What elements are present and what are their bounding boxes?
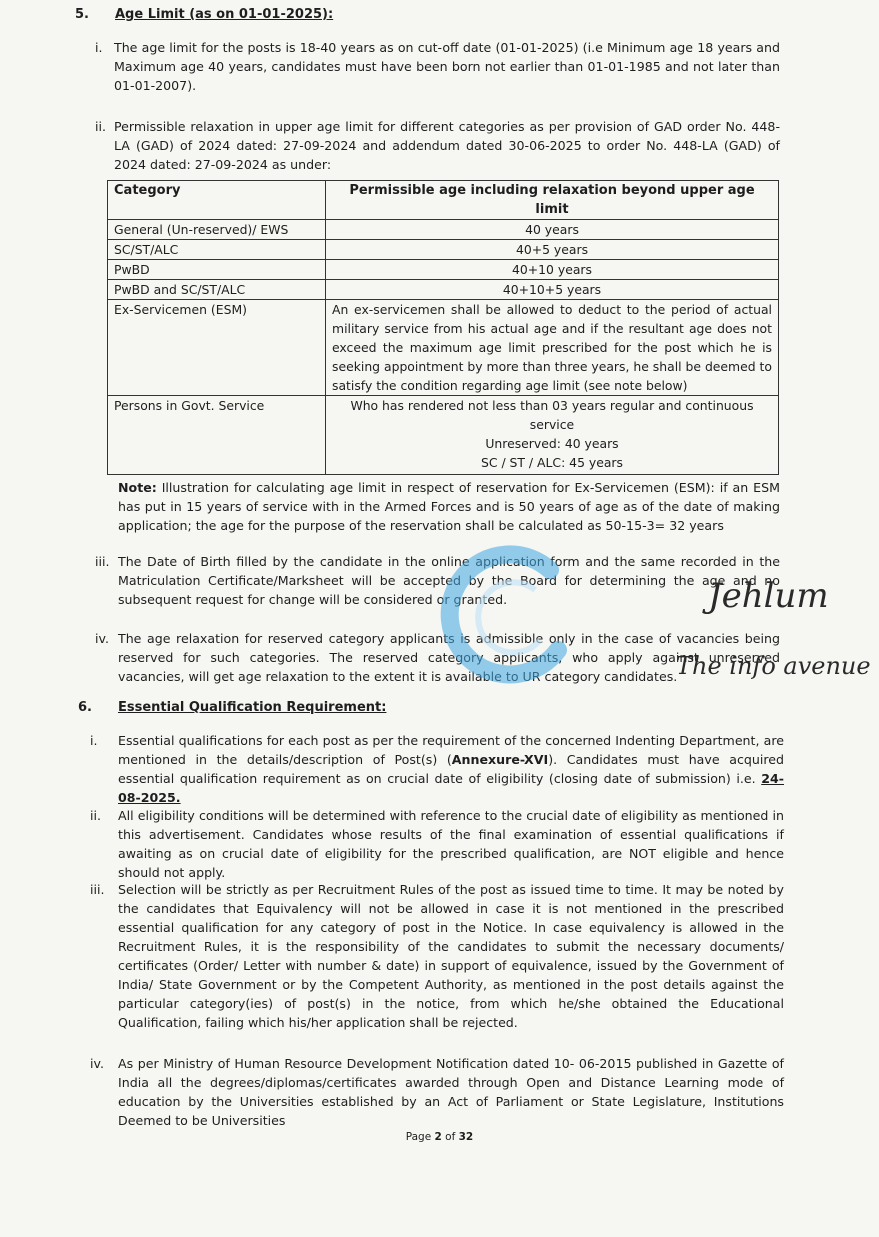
item-text: All eligibility conditions will be determined with reference to the crucial date of eligibility as mentioned in this advertisement. Candidates whose results of the final examination of essential qualifications if awaiting as on crucial date of eligibility for the prescribed qualification, are NOT eligible and hence should not apply. <box>118 808 784 880</box>
table-row <box>108 240 779 260</box>
note-text: Illustration for calculating age limit in respect of reservation for Ex-Servicemen (ESM): if an ESM has put in 15 years of service with in the Armed Forces and is 50 years of age as of the date of making application; the age for the purpose of the reservation shall be calculated as 50-15-3= 32 years <box>118 480 780 533</box>
govt-service-sc-st-alc: SC / ST / ALC: 45 years <box>480 455 623 470</box>
watermark-ring-icon <box>440 545 580 685</box>
item-text: The Date of Birth filled by the candidate in the online application form and the same recorded in the Matriculation Certificate/Marksheet will be accepted by the Board for determining the age and no subsequent request for change will be considered or granted. <box>118 554 780 607</box>
item-number: i. <box>95 40 103 55</box>
section-6-title: Essential Qualification Requirement: <box>118 700 387 715</box>
table-row <box>108 280 779 300</box>
table-cell-age: 40+10+5 years <box>326 280 779 300</box>
note-label: Note: <box>118 480 157 495</box>
table-row <box>108 260 779 280</box>
watermark-tagline: The info avenue <box>676 652 871 680</box>
table-cell-age <box>326 396 779 475</box>
table-cell-age: 40 years <box>326 220 779 240</box>
table-row <box>108 300 779 396</box>
item-number: iv. <box>95 631 109 646</box>
table-header-category: Category <box>108 181 326 220</box>
section-5-number: 5. <box>75 7 89 22</box>
page-total: 32 <box>458 1131 474 1143</box>
table-cell-category: Persons in Govt. Service <box>108 396 326 475</box>
watermark-brand: Jehlum <box>708 576 829 616</box>
page-of: of <box>441 1131 459 1143</box>
item-number: ii. <box>95 119 107 134</box>
item-number: iii. <box>95 554 110 569</box>
page-prefix: Page <box>405 1131 435 1143</box>
table-cell-category: PwBD and SC/ST/ALC <box>108 280 326 300</box>
item-text-part: Essential qualifications for each post as per the requirement of the concerned Indenting Department, are mentioned in the details/description of Post(s) ( <box>118 733 784 767</box>
esm-note <box>118 478 780 535</box>
table-cell-category: General (Un-reserved)/ EWS <box>108 220 326 240</box>
page-number <box>0 1131 879 1143</box>
table-cell-age: 40+5 years <box>326 240 779 260</box>
section-6-number: 6. <box>78 700 92 715</box>
closing-date: 24-08-2025. <box>118 771 784 805</box>
table-header-row <box>108 181 779 220</box>
table-row <box>108 220 779 240</box>
item-text: The age relaxation for reserved category applicants is admissible only in the case of vacancies being reserved for such categories. The reserved category applicants, who apply against unreserved vacancies, will get age relaxation to the extent it is available to UR category candidates. <box>118 631 780 684</box>
item-number: iv. <box>90 1056 104 1071</box>
item-text: The age limit for the posts is 18-40 years as on cut-off date (01-01-2025) (i.e Minimum age 18 years and Maximum age 40 years, candidates must have been born not earlier than 01-01-1985 and not later than 01-01-2007). <box>114 40 780 93</box>
table-row <box>108 396 779 475</box>
table-cell-category: Ex-Servicemen (ESM) <box>108 300 326 396</box>
section-5-title: Age Limit (as on 01-01-2025): <box>115 7 334 22</box>
item-text: As per Ministry of Human Resource Development Notification dated 10- 06-2015 published in Gazette of India all the degrees/diplomas/certificates awarded through Open and Distance Learning mode of education by the Universities established by an Act of Parliament or State Legislature, Institutions Deemed to be Universities <box>118 1056 784 1128</box>
page-current: 2 <box>434 1131 442 1143</box>
govt-service-condition: Who has rendered not less than 03 years regular and continuous service <box>350 398 754 432</box>
item-number: i. <box>90 733 98 748</box>
item-number: iii. <box>90 882 105 897</box>
item-number: ii. <box>90 808 102 823</box>
item-text: Selection will be strictly as per Recruitment Rules of the post as issued time to time. It may be noted by the candidates that Equivalency will not be allowed in case it is not mentioned in the prescribed essential qualification for any category of post in the Notice. In case equivalency is allowed in the Recruitment Rules, it is the responsibility of the candidates to submit the necessary documents/ certificates (Order/ Letter with number & date) in support of equivalence, issued by the Government of India/ State Government or by the Competent Authority, as mentioned in the post details against the particular category(ies) of post(s) in the notice, from which he/she obtained the Educational Qualification, failing which his/her application shall be rejected. <box>118 882 784 1030</box>
item-text <box>118 731 784 807</box>
table-cell-age: 40+10 years <box>326 260 779 280</box>
table-cell-age: An ex-servicemen shall be allowed to deduct to the period of actual military service from his actual age and if the resultant age does not exceed the maximum age limit prescribed for the post which he is seeking appointment by more than three years, he shall be deemed to satisfy the condition regarding age limit (see note below) <box>326 300 779 396</box>
table-header-age: Permissible age including relaxation beyond upper age limit <box>326 181 779 220</box>
table-cell-category: SC/ST/ALC <box>108 240 326 260</box>
table-cell-category: PwBD <box>108 260 326 280</box>
item-text: Permissible relaxation in upper age limit for different categories as per provision of GAD order No. 448-LA (GAD) of 2024 dated: 27-09-2024 and addendum dated 30-06-2025 to order No. 448-LA (GAD) of 2024 dated: 27-09-2024 as under: <box>114 119 780 172</box>
age-relaxation-table <box>107 180 779 475</box>
govt-service-unreserved: Unreserved: 40 years <box>485 436 619 451</box>
annexure-ref: Annexure-XVI <box>451 752 549 767</box>
item-text-part: ). Candidates must have acquired essential qualification requirement as on crucial date of eligibility (closing date of submission) i.e. <box>118 752 784 786</box>
